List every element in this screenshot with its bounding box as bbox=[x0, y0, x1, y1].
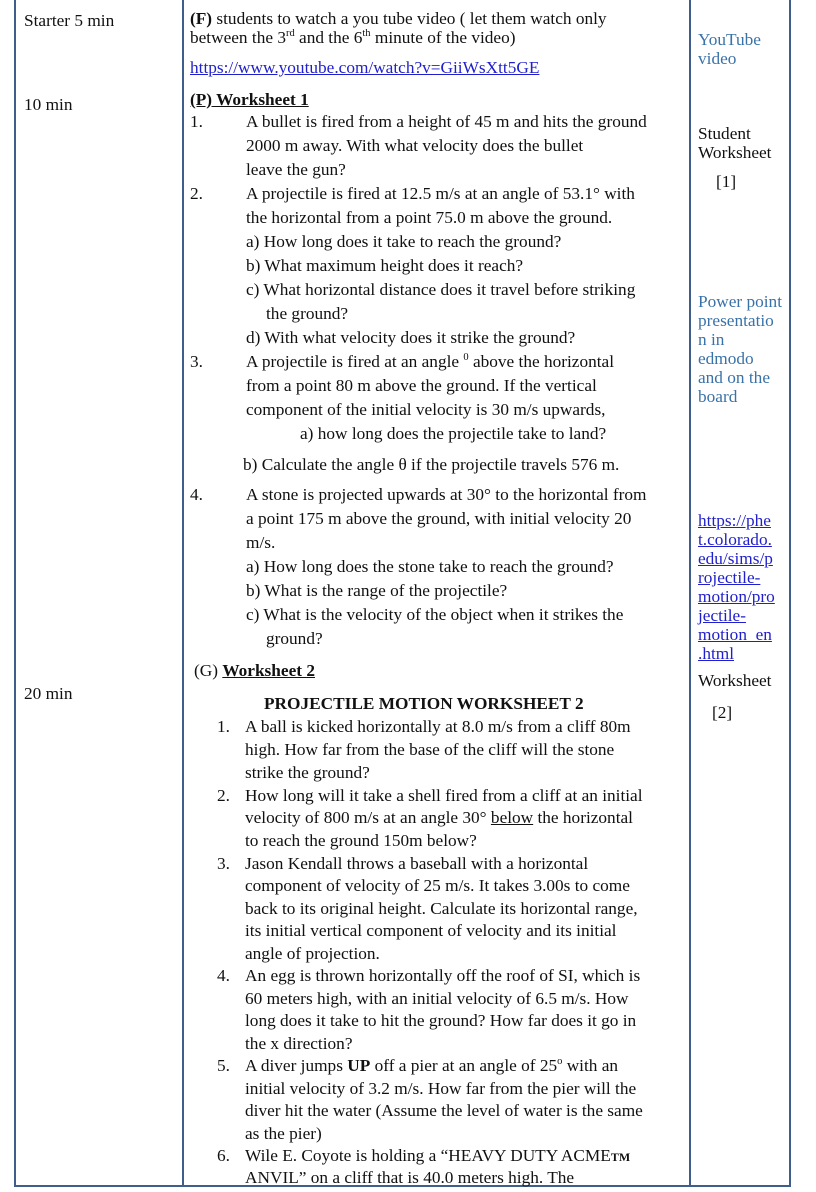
ws2-q3-line: back to its original height. Calculate its horizontal range, bbox=[245, 899, 638, 918]
trademark-mark: TM bbox=[610, 1150, 631, 1164]
ws2-q3-line: its initial vertical component of velocity and its initial bbox=[245, 921, 617, 940]
ws2-q3-line: angle of projection. bbox=[245, 944, 380, 963]
ws1-q3-line: component of the initial velocity is 30 m/s upwards, bbox=[246, 400, 606, 419]
question-number: 2. bbox=[217, 786, 230, 805]
ws2-q5-line: diver hit the water (Assume the level of water is the same bbox=[245, 1101, 643, 1120]
ws2-q2-line: to reach the ground 150m below? bbox=[245, 831, 477, 850]
phet-simulation-link[interactable]: https://phe t.colorado. edu/sims/p rojectile- motion/pro jectile- motion_en .html bbox=[698, 511, 775, 663]
ws2-q1-line: high. How far from the base of the cliff will the stone bbox=[245, 740, 615, 759]
ws1-q3-line: from a point 80 m above the ground. If the vertical bbox=[246, 376, 597, 395]
question-number: 2. bbox=[190, 184, 203, 203]
time-20-min: 20 min bbox=[24, 684, 73, 703]
column-divider bbox=[689, 0, 691, 1185]
question-number: 3. bbox=[190, 352, 203, 371]
question-number: 4. bbox=[190, 485, 203, 504]
ws2-q5-line: as the pier) bbox=[245, 1124, 322, 1143]
ws1-q2-part: a) How long does it take to reach the ground? bbox=[246, 232, 562, 251]
ws2-q6-line: ANVIL” on a cliff that is 40.0 meters high. The bbox=[245, 1168, 575, 1187]
worksheet-1-heading: (P) Worksheet 1 bbox=[190, 90, 309, 109]
ws1-q2-part: c) What horizontal distance does it travel before striking bbox=[246, 280, 636, 299]
ws2-q6-line: Wile E. Coyote is holding a “HEAVY DUTY ACMETM bbox=[245, 1146, 631, 1165]
ws1-q4-part: ground? bbox=[266, 629, 323, 648]
ws1-q4-part: b) What is the range of the projectile? bbox=[246, 581, 508, 600]
ws1-q4-line: A stone is projected upwards at 30° to the horizontal from bbox=[246, 485, 647, 504]
ws1-q4-line: m/s. bbox=[246, 533, 276, 552]
ws2-q1-line: A ball is kicked horizontally at 8.0 m/s from a cliff 80m bbox=[245, 717, 631, 736]
ws2-q1-line: strike the ground? bbox=[245, 763, 370, 782]
ws1-q3-line: A projectile is fired at an angle $^0$ above the horizontal bbox=[246, 352, 615, 371]
resource-ws1-ref: [1] bbox=[716, 172, 737, 191]
resource-youtube-video: YouTube video bbox=[698, 30, 761, 68]
time-starter: Starter 5 min bbox=[24, 11, 115, 30]
ws1-q1-line: 2000 m away. With what velocity does the bullet bbox=[246, 136, 584, 155]
ws1-q1-line: leave the gun? bbox=[246, 160, 346, 179]
ws2-q4-line: long does it take to hit the ground? How far does it go in bbox=[245, 1011, 637, 1030]
resource-student-worksheet: Student Worksheet bbox=[698, 124, 772, 162]
time-10-min: 10 min bbox=[24, 95, 73, 114]
ws2-q4-line: An egg is thrown horizontally off the roof of SI, which is bbox=[245, 966, 641, 985]
resource-worksheet: Worksheet bbox=[698, 671, 772, 690]
youtube-link[interactable]: https://www.youtube.com/watch?v=GiiWsXtt5GE bbox=[190, 58, 540, 77]
resource-ws2-ref: [2] bbox=[712, 703, 733, 722]
starter-instructions: (F) students to watch a you tube video ( let them watch only between the 3rd and the 6th minute of the video) bbox=[190, 9, 607, 47]
ws1-q2-part: d) With what velocity does it strike the ground? bbox=[246, 328, 576, 347]
question-number: 6. bbox=[217, 1146, 230, 1165]
ws2-q2-line: velocity of 800 m/s at an angle 30° below the horizontal bbox=[245, 808, 633, 827]
question-number: 5. bbox=[217, 1056, 230, 1075]
ws1-q2-part: the ground? bbox=[266, 304, 349, 323]
ws1-q1-line: A bullet is fired from a height of 45 m and hits the ground bbox=[246, 112, 647, 131]
starter-tag: (F) bbox=[190, 9, 213, 28]
ws1-q2-part: b) What maximum height does it reach? bbox=[246, 256, 524, 275]
resource-powerpoint: Power point presentatio n in edmodo and on the board bbox=[698, 292, 783, 406]
ws1-q4-part: a) How long does the stone take to reach the ground? bbox=[246, 557, 614, 576]
ws1-q2-line: A projectile is fired at 12.5 m/s at an angle of 53.1° with bbox=[246, 184, 635, 203]
ws2-q3-line: component of velocity of 25 m/s. It takes 3.00s to come bbox=[245, 876, 630, 895]
ws2-q5-line: A diver jumps UP off a pier at an angle of 25$^o$ with an bbox=[245, 1056, 619, 1075]
ws2-q4-line: the x direction? bbox=[245, 1034, 353, 1053]
question-number: 3. bbox=[217, 854, 230, 873]
question-number: 1. bbox=[217, 717, 230, 736]
ws1-q4-line: a point 175 m above the ground, with initial velocity 20 bbox=[246, 509, 632, 528]
worksheet-2-title: PROJECTILE MOTION WORKSHEET 2 bbox=[264, 694, 584, 713]
ws1-q3-part: b) Calculate the angle θ if the projectile travels 576 m. bbox=[243, 455, 620, 474]
ws2-q4-line: 60 meters high, with an initial velocity of 6.5 m/s. How bbox=[245, 989, 629, 1008]
ws2-q3-line: Jason Kendall throws a baseball with a horizontal bbox=[245, 854, 589, 873]
worksheet-2-heading: (G) Worksheet 2 bbox=[194, 661, 315, 680]
ws2-q2-line: How long will it take a shell fired from a cliff at an initial bbox=[245, 786, 643, 805]
ws1-q2-line: the horizontal from a point 75.0 m above the ground. bbox=[246, 208, 613, 227]
question-number: 4. bbox=[217, 966, 230, 985]
ws1-q4-part: c) What is the velocity of the object when it strikes the bbox=[246, 605, 624, 624]
ws2-q5-line: initial velocity of 3.2 m/s. How far from the pier will the bbox=[245, 1079, 637, 1098]
ws1-q3-part: a) how long does the projectile take to land? bbox=[300, 424, 607, 443]
column-divider bbox=[182, 0, 184, 1185]
question-number: 1. bbox=[190, 112, 203, 131]
